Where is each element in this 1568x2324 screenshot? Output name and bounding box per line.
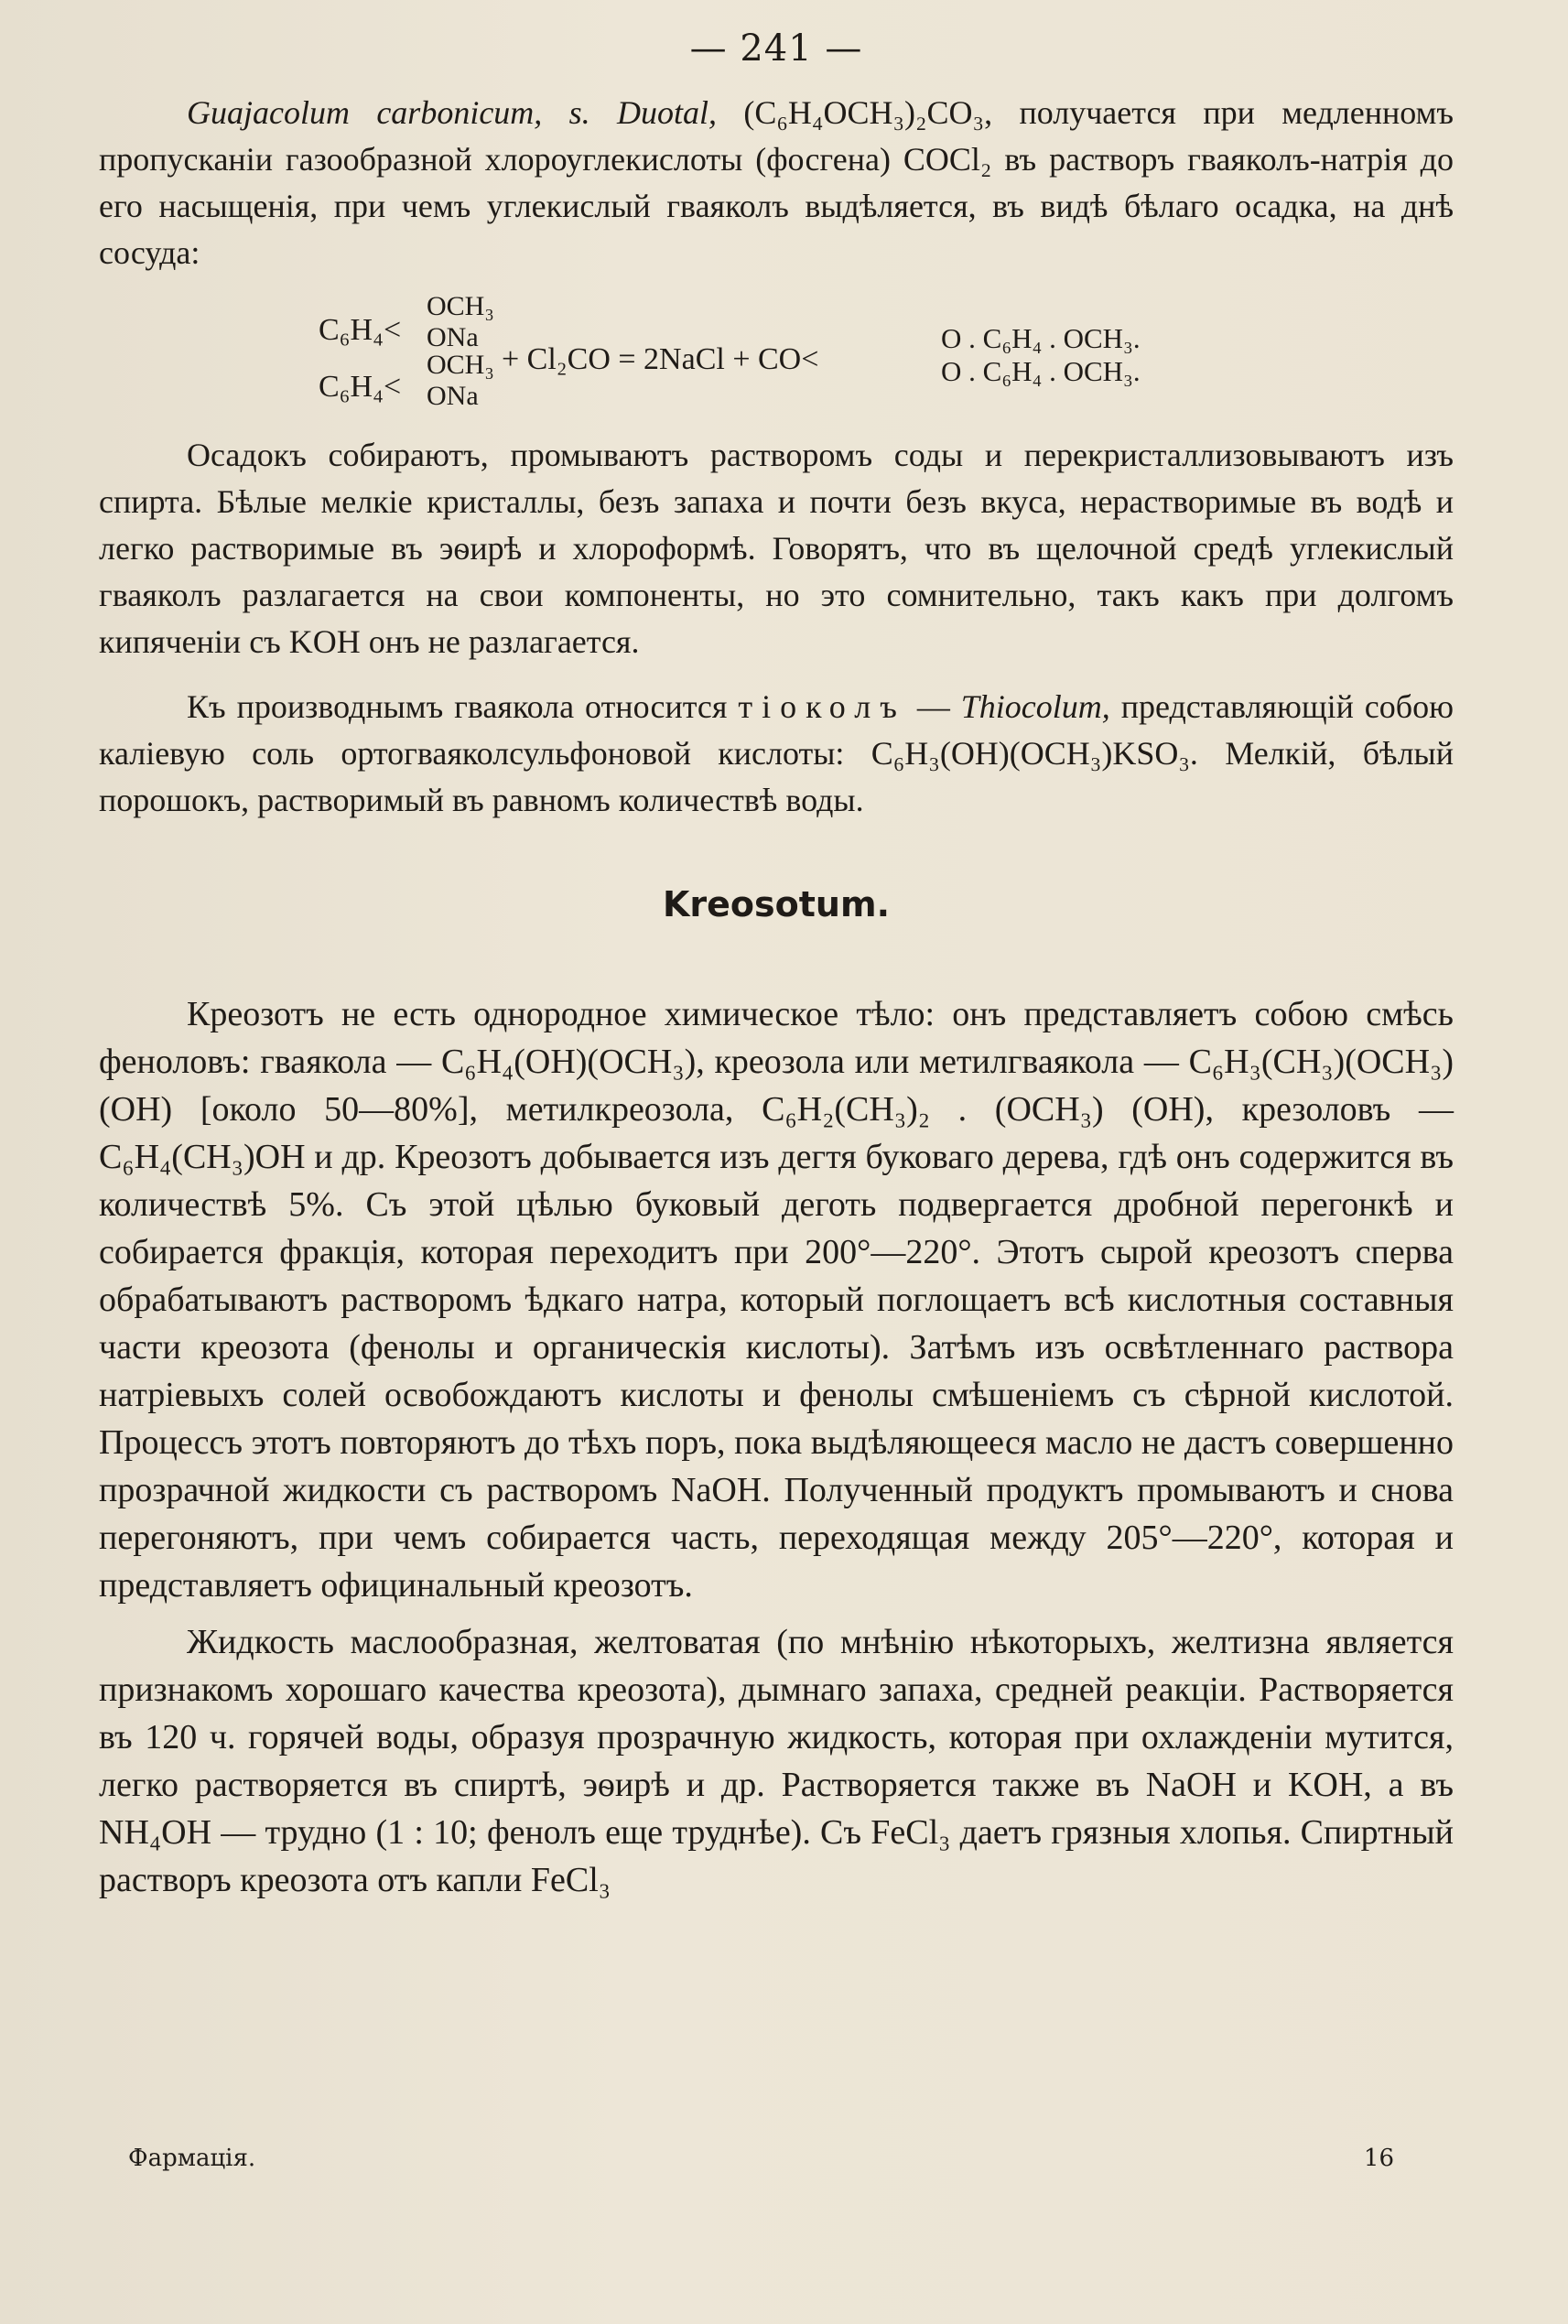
reactant-1-top: OCH₃ xyxy=(427,291,494,321)
product-top: O . C₆H₄ . OCH₃. xyxy=(941,322,1141,354)
paragraph-kreosote-properties: Жидкость маслообразная, желтоватая (по мнѣнію нѣкоторыхъ, желтизна является признакомъ хорошаго качества креозота), дымнаго запаха, средней реакціи. Растворяется въ 120 ч. горячей воды, образуя прозрачную жидкость, которая при охлажденіи мутится, легко растворяется въ спиртѣ, эѳирѣ и др. Растворяется также въ NaOH и KOH, а въ NH₄OH — трудно (1 : 10; фенолъ еще труднѣе). Съ FeCl₃ даетъ грязныя хлопья. Спиртный растворъ креозота отъ капли FeCl₃ xyxy=(99,1623,1454,1899)
paragraph-duotal xyxy=(99,90,1454,276)
latin-name-thiocolum: Thiocolum, xyxy=(960,688,1110,725)
paragraph-sediment: Осадокъ собираютъ, промываютъ растворомъ соды и перекристаллизовываютъ изъ спирта. Бѣлые мелкіе кристаллы, безъ запаха и почти безъ вкуса, нерастворимые въ водѣ и легко растворимые въ эѳирѣ и хлороформѣ. Говорятъ, что въ щелочной средѣ углекислый гваяколъ разлагается на свои компоненты, но это сомнительно, такъ какъ при долгомъ кипяченіи съ KOH онъ не разлагается. xyxy=(99,437,1454,660)
paragraph-duotal-text: (C₆H₄OCH₃)₂CO₃, получается при медленномъ пропусканіи газообразной хлороуглекислоты (фосгена) COCl₂ въ растворъ гваяколъ-натрія до его насыщенія, при чемъ углекислый гваяколъ выдѣляется, въ видѣ бѣлаго осадка, на днѣ сосуда: xyxy=(99,94,1454,271)
reactant-2-base: C₆H₄< xyxy=(319,370,402,404)
product-bottom: O . C₆H₄ . OCH₃. xyxy=(941,355,1141,387)
latin-name-duotal: Guajacolum carbonicum, s. Duotal, xyxy=(187,94,717,131)
reactant-1-bottom: ONa xyxy=(427,322,479,352)
reactant-1-base: C₆H₄< xyxy=(319,313,402,347)
footer-sheet-number: 16 xyxy=(1363,2145,1394,2172)
reactant-2-bottom: ONa xyxy=(427,381,479,411)
paragraph-thiocol xyxy=(99,684,1454,824)
paragraph-kreosote-composition: Креозотъ не есть однородное химическое тѣло: онъ представляетъ собою смѣсь феноловъ: гваякола — C₆H₄(OH)(OCH₃), креозола или метилгваякола — C₆H₃(CH₃)(OCH₃)(OH) [около 50—80%], метилкреозола, C₆H₂(CH₃)₂ . (OCH₃) (OH), крезоловъ — C₆H₄(CH₃)OH и др. Креозотъ добывается изъ дегтя буковаго дерева, гдѣ онъ содержится въ количествѣ 5%. Съ этой цѣлью буковый деготь подвергается дробной перегонкѣ и собирается фракція, которая переходитъ при 200°—220°. Этотъ сырой креозотъ сперва обрабатываютъ растворомъ ѣдкаго натра, который поглощаетъ всѣ кислотныя составныя части креозота (фенолы и органическія кислоты). Затѣмъ изъ освѣтленнаго раствора натріевыхъ солей освобождаютъ кислоты и фенолы смѣшеніемъ съ сѣрной кислотой. Процессъ этотъ повторяютъ до тѣхъ поръ, пока выдѣляющееся масло не дастъ совершенно прозрачной жидкости съ растворомъ NaOH. Полученный продуктъ промываютъ и снова перегоняютъ, при чемъ собирается часть, переходящая между 205°—220°, которая и представляетъ официнальный креозотъ. xyxy=(99,995,1454,1605)
footer-signature: Фармація. xyxy=(128,2145,256,2172)
chemical-reaction xyxy=(99,282,1454,419)
section-heading: Kreosotum. xyxy=(662,884,891,924)
page-footer xyxy=(128,2145,1394,2172)
dash: — xyxy=(905,688,961,725)
reaction-middle: + Cl₂CO = 2NaCl + CO< xyxy=(502,342,819,376)
paragraph-thiocol-before: Къ производнымъ гваякола относится xyxy=(187,688,739,725)
page-number: — 241 — xyxy=(689,27,863,70)
term-thiocol: тіоколъ xyxy=(738,688,906,725)
reactant-2-top: OCH₃ xyxy=(427,350,494,380)
paragraph-thiocol-after: представляющій собою каліевую соль ортогваяколсульфоновой кислоты: C₆H₃(OH)(OCH₃)KSO₃. Мелкій, бѣлый порошокъ, растворимый въ равномъ количествѣ воды. xyxy=(99,688,1454,818)
